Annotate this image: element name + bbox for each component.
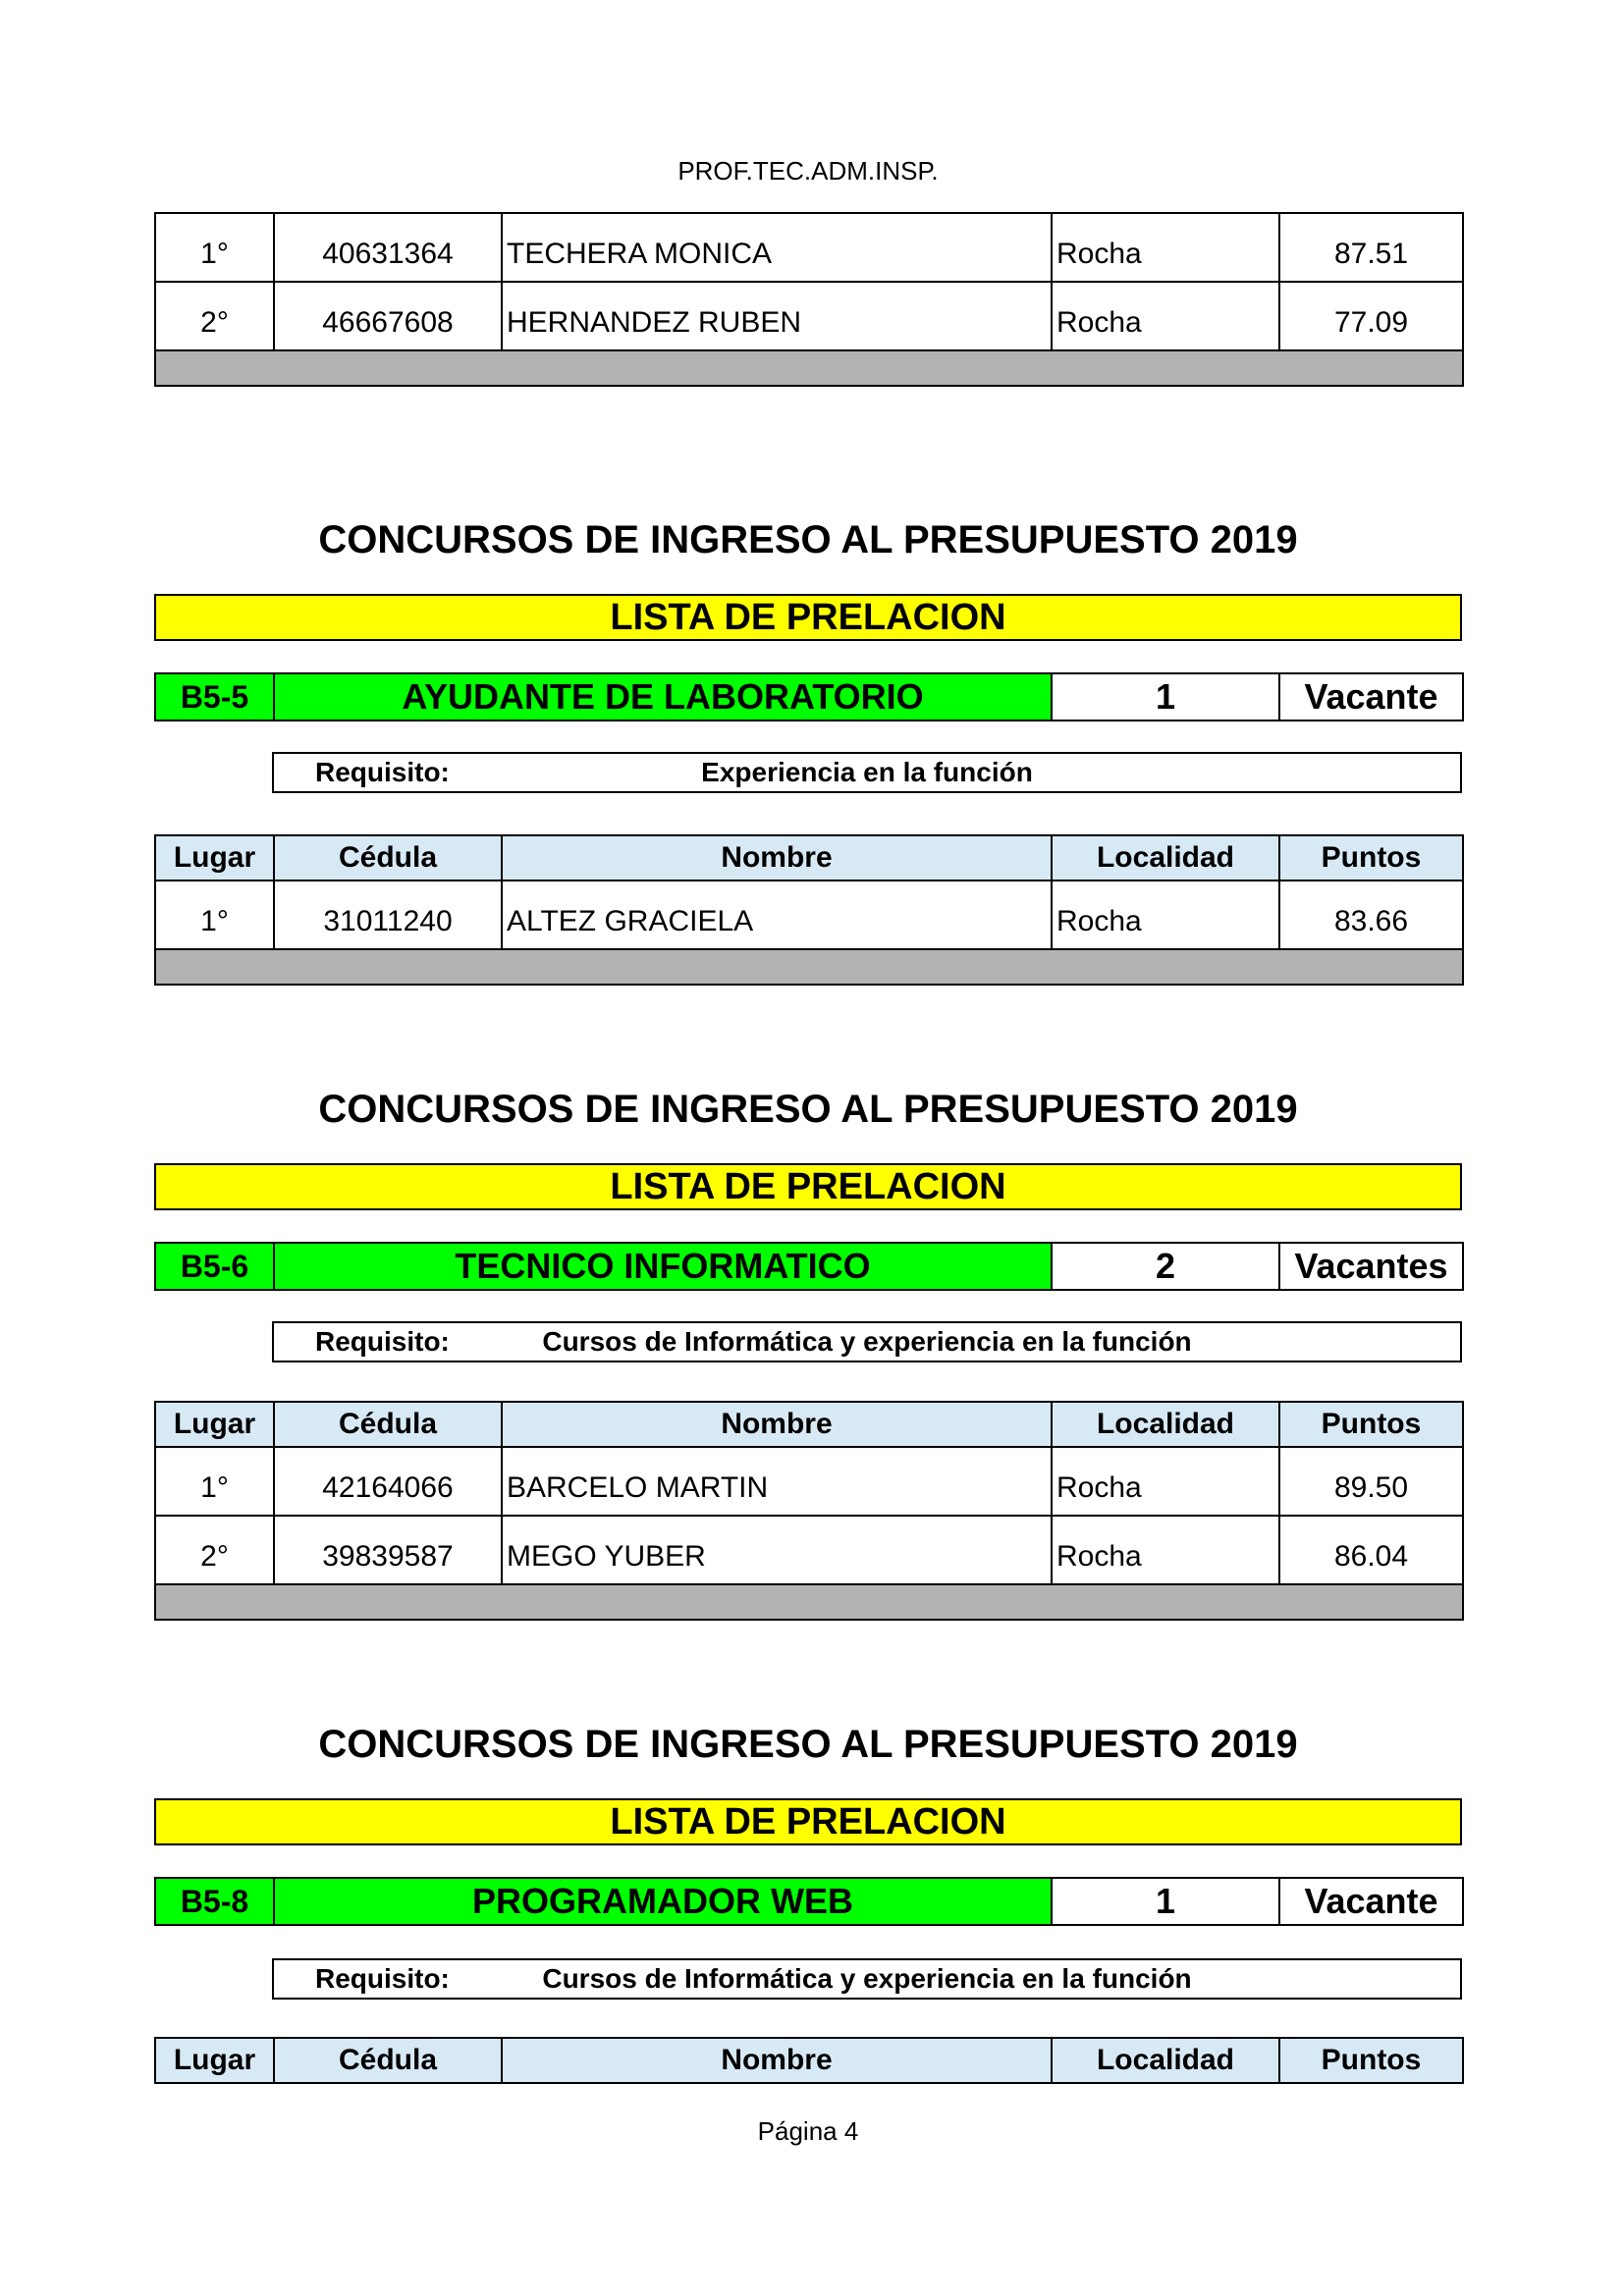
requirement-value: Cursos de Informática y experiencia en la función (542, 1326, 1192, 1357)
cell-puntos: 83.66 (1279, 881, 1463, 949)
cell-cedula: 40631364 (274, 213, 502, 282)
table-row (155, 1447, 1463, 1516)
continuation-results-table (154, 212, 1464, 387)
cell-localidad: Rocha (1052, 1516, 1279, 1584)
cell-lugar: 1° (155, 213, 274, 282)
prelacion-banner: LISTA DE PRELACION (154, 594, 1462, 641)
results-table (154, 834, 1464, 986)
position-header-row (155, 1878, 1463, 1925)
column-header-nombre: Nombre (502, 2038, 1052, 2083)
vacancy-label: Vacantes (1279, 1243, 1463, 1290)
separator-bar (155, 949, 1463, 985)
vacancy-label: Vacante (1279, 673, 1463, 721)
separator-bar (155, 350, 1463, 386)
column-header-lugar: Lugar (155, 1402, 274, 1447)
requirement-box (272, 1321, 1462, 1362)
column-header-nombre: Nombre (502, 835, 1052, 881)
column-header-cedula: Cédula (274, 1402, 502, 1447)
page-number: Página 4 (757, 2116, 859, 2146)
section-title: CONCURSOS DE INGRESO AL PRESUPUESTO 2019 (318, 1723, 1298, 1766)
position-header-table (154, 1242, 1464, 1291)
cell-nombre: BARCELO MARTIN (502, 1447, 1052, 1516)
column-header-puntos: Puntos (1279, 835, 1463, 881)
separator-bar (155, 1584, 1463, 1620)
requirement-value: Experiencia en la función (701, 757, 1033, 787)
cell-cedula: 46667608 (274, 282, 502, 350)
prelacion-banner: LISTA DE PRELACION (154, 1798, 1462, 1845)
table-row (155, 213, 1463, 282)
cell-localidad: Rocha (1052, 213, 1279, 282)
cell-nombre: TECHERA MONICA (502, 213, 1052, 282)
table-header-row (155, 835, 1463, 881)
position-code: B5-8 (155, 1878, 274, 1925)
requirement-label: Requisito: (315, 1963, 450, 1994)
column-header-localidad: Localidad (1052, 2038, 1279, 2083)
position-name: TECNICO INFORMATICO (274, 1243, 1052, 1290)
cell-nombre: HERNANDEZ RUBEN (502, 282, 1052, 350)
cell-localidad: Rocha (1052, 881, 1279, 949)
position-name: PROGRAMADOR WEB (274, 1878, 1052, 1925)
position-code: B5-6 (155, 1243, 274, 1290)
separator-cell (155, 350, 1463, 386)
table-row (155, 1516, 1463, 1584)
section-title: CONCURSOS DE INGRESO AL PRESUPUESTO 2019 (318, 1088, 1298, 1131)
requirement-value: Cursos de Informática y experiencia en la función (542, 1963, 1192, 1994)
cell-cedula: 31011240 (274, 881, 502, 949)
cell-puntos: 77.09 (1279, 282, 1463, 350)
position-header-table (154, 672, 1464, 721)
vacancy-count: 1 (1052, 673, 1279, 721)
cell-cedula: 42164066 (274, 1447, 502, 1516)
requirement-box (272, 752, 1462, 793)
cell-lugar: 1° (155, 1447, 274, 1516)
separator-cell (155, 949, 1463, 985)
section-title: CONCURSOS DE INGRESO AL PRESUPUESTO 2019 (318, 518, 1298, 561)
requirement-box (272, 1958, 1462, 2000)
cell-cedula: 39839587 (274, 1516, 502, 1584)
results-table (154, 2037, 1464, 2084)
column-header-localidad: Localidad (1052, 835, 1279, 881)
cell-puntos: 86.04 (1279, 1516, 1463, 1584)
position-header-table (154, 1877, 1464, 1926)
column-header-cedula: Cédula (274, 2038, 502, 2083)
prelacion-banner: LISTA DE PRELACION (154, 1163, 1462, 1210)
cell-nombre: MEGO YUBER (502, 1516, 1052, 1584)
table-row (155, 881, 1463, 949)
vacancy-label: Vacante (1279, 1878, 1463, 1925)
table-header-row (155, 2038, 1463, 2083)
position-header-row (155, 673, 1463, 721)
cell-lugar: 2° (155, 282, 274, 350)
requirement-label: Requisito: (315, 757, 450, 787)
cell-lugar: 2° (155, 1516, 274, 1584)
table-header-row (155, 1402, 1463, 1447)
document-header: PROF.TEC.ADM.INSP. (677, 156, 939, 186)
column-header-lugar: Lugar (155, 2038, 274, 2083)
results-table (154, 1401, 1464, 1621)
cell-localidad: Rocha (1052, 1447, 1279, 1516)
requirement-label: Requisito: (315, 1326, 450, 1357)
position-code: B5-5 (155, 673, 274, 721)
table-row (155, 282, 1463, 350)
vacancy-count: 1 (1052, 1878, 1279, 1925)
cell-puntos: 87.51 (1279, 213, 1463, 282)
position-name: AYUDANTE DE LABORATORIO (274, 673, 1052, 721)
column-header-nombre: Nombre (502, 1402, 1052, 1447)
page-content (154, 155, 1462, 2147)
column-header-puntos: Puntos (1279, 1402, 1463, 1447)
separator-cell (155, 1584, 1463, 1620)
column-header-cedula: Cédula (274, 835, 502, 881)
column-header-puntos: Puntos (1279, 2038, 1463, 2083)
cell-nombre: ALTEZ GRACIELA (502, 881, 1052, 949)
position-header-row (155, 1243, 1463, 1290)
cell-puntos: 89.50 (1279, 1447, 1463, 1516)
column-header-localidad: Localidad (1052, 1402, 1279, 1447)
column-header-lugar: Lugar (155, 835, 274, 881)
cell-localidad: Rocha (1052, 282, 1279, 350)
vacancy-count: 2 (1052, 1243, 1279, 1290)
cell-lugar: 1° (155, 881, 274, 949)
